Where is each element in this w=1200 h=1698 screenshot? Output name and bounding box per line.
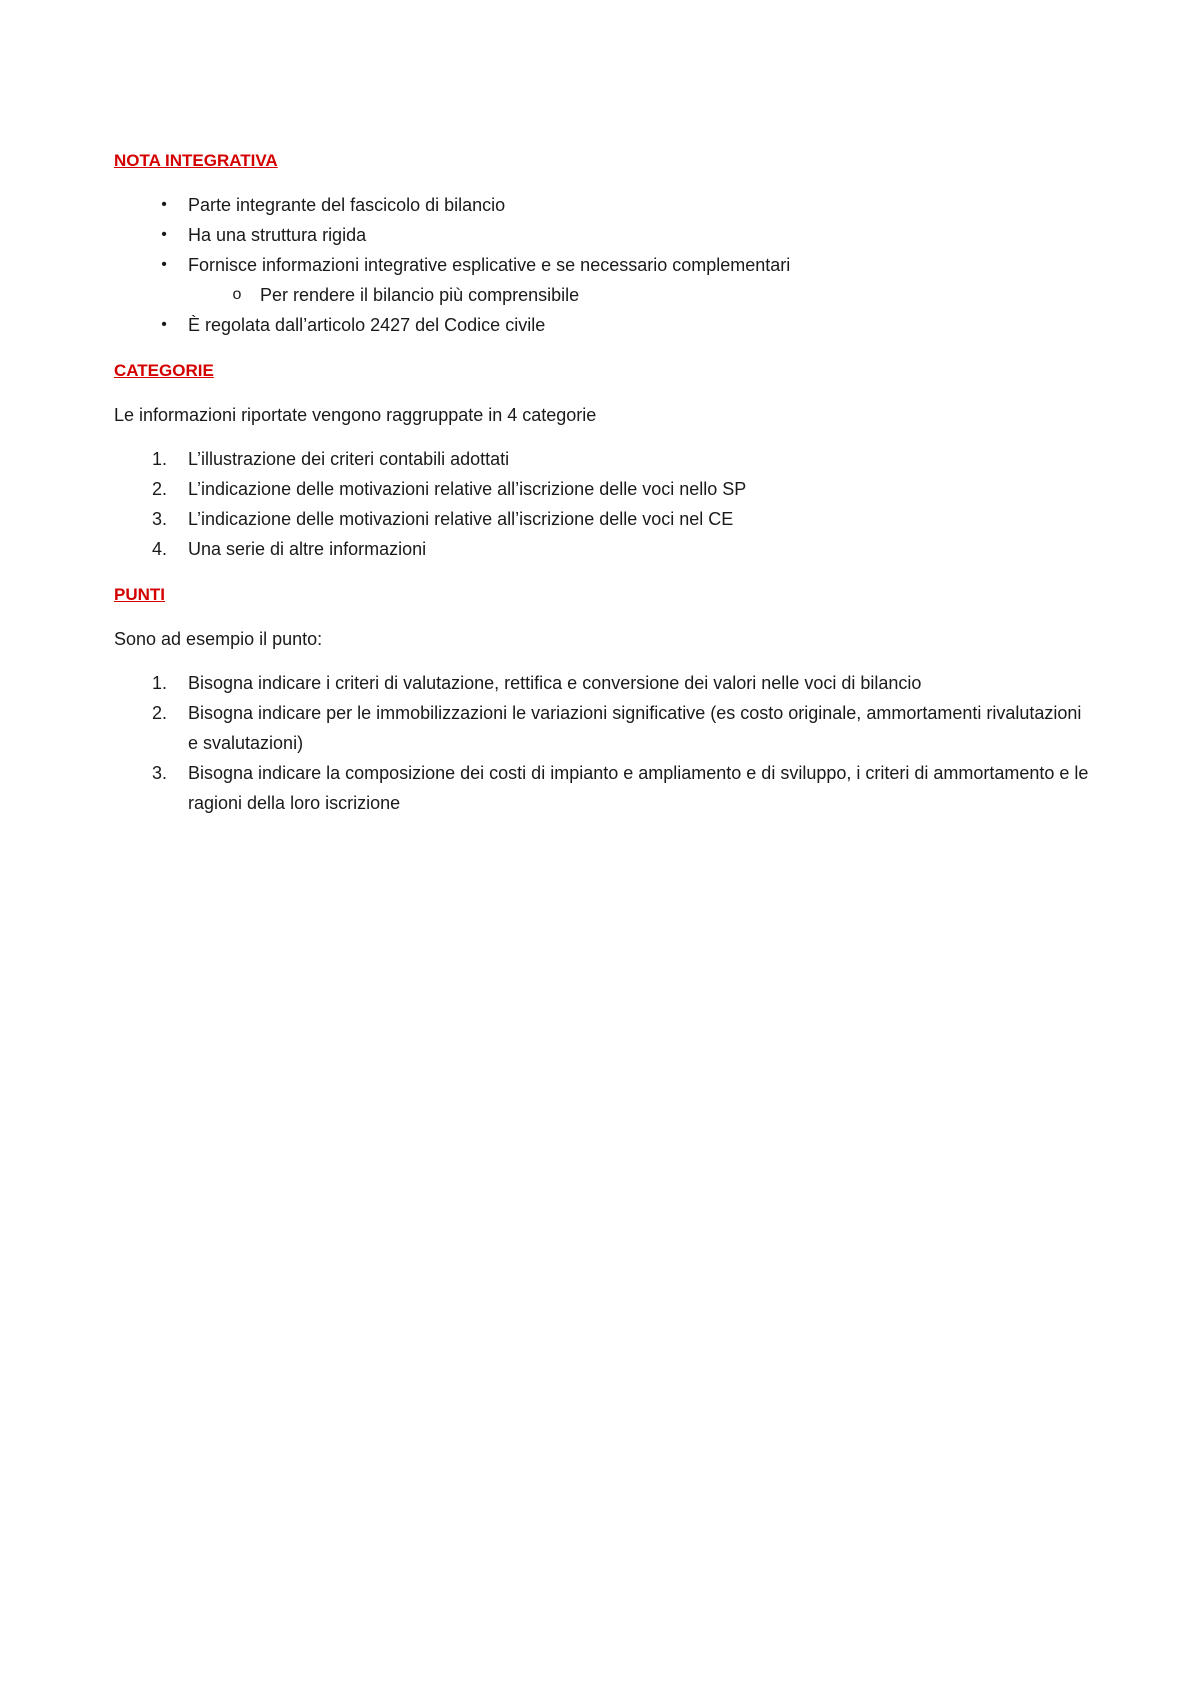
list-item-text: Fornisce informazioni integrative esplicative e se necessario complementari [188,255,791,275]
list-item [114,310,1094,340]
bullet-icon: • [161,256,167,273]
document-content [114,146,1094,818]
list-item [114,220,1094,250]
list-item [114,504,1094,534]
list-number: 4. [152,539,168,559]
list-item [114,534,1094,564]
list-item-text: L’indicazione delle motivazioni relative all’iscrizione delle voci nello SP [188,479,747,499]
list-item-text: L’illustrazione dei criteri contabili adottati [188,449,510,469]
heading-punti: PUNTI [114,585,165,604]
list-number: 2. [152,703,168,723]
numbered-list-categorie [114,444,1094,564]
list-item-text: Bisogna indicare i criteri di valutazione, rettifica e conversione dei valori nelle voci di bilancio [188,673,922,693]
bullet-icon: • [161,196,167,213]
list-item-text: Bisogna indicare la composizione dei costi di impianto e ampliamento e di sviluppo, i criteri di ammortamento e le ragioni della loro iscrizione [188,763,1089,813]
heading-categorie: CATEGORIE [114,361,214,380]
list-item-text: Bisogna indicare per le immobilizzazioni le variazioni significative (es costo originale, ammortamenti rivalutazioni e svalutazioni) [188,703,1082,753]
list-item [114,698,1094,758]
circle-bullet-icon: o [232,286,242,303]
punti-intro: Sono ad esempio il punto: [114,629,323,649]
list-number: 1. [152,673,168,693]
list-item-text: È regolata dall’articolo 2427 del Codice civile [188,315,546,335]
list-number: 2. [152,479,168,499]
list-number: 3. [152,763,168,783]
list-item [114,250,1094,280]
list-item [114,668,1094,698]
sub-bullet-list [114,280,1094,310]
bullet-icon: • [161,316,167,333]
list-item [114,190,1094,220]
list-item [114,474,1094,504]
list-item-text: Una serie di altre informazioni [188,539,427,559]
list-item-text: L’indicazione delle motivazioni relative all’iscrizione delle voci nel CE [188,509,734,529]
list-item-text: Parte integrante del fascicolo di bilancio [188,195,506,215]
bullet-list-nota [114,190,1094,280]
list-item [114,444,1094,474]
bullet-list-nota-continued [114,310,1094,340]
list-item [114,758,1094,818]
sub-list-item-text: Per rendere il bilancio più comprensibile [260,285,580,305]
bullet-icon: • [161,226,167,243]
list-number: 3. [152,509,168,529]
categorie-intro: Le informazioni riportate vengono raggruppate in 4 categorie [114,405,597,425]
sub-list-item [114,280,1094,310]
heading-nota-integrativa: NOTA INTEGRATIVA [114,151,278,170]
list-item-text: Ha una struttura rigida [188,225,367,245]
numbered-list-punti [114,668,1094,818]
list-number: 1. [152,449,168,469]
